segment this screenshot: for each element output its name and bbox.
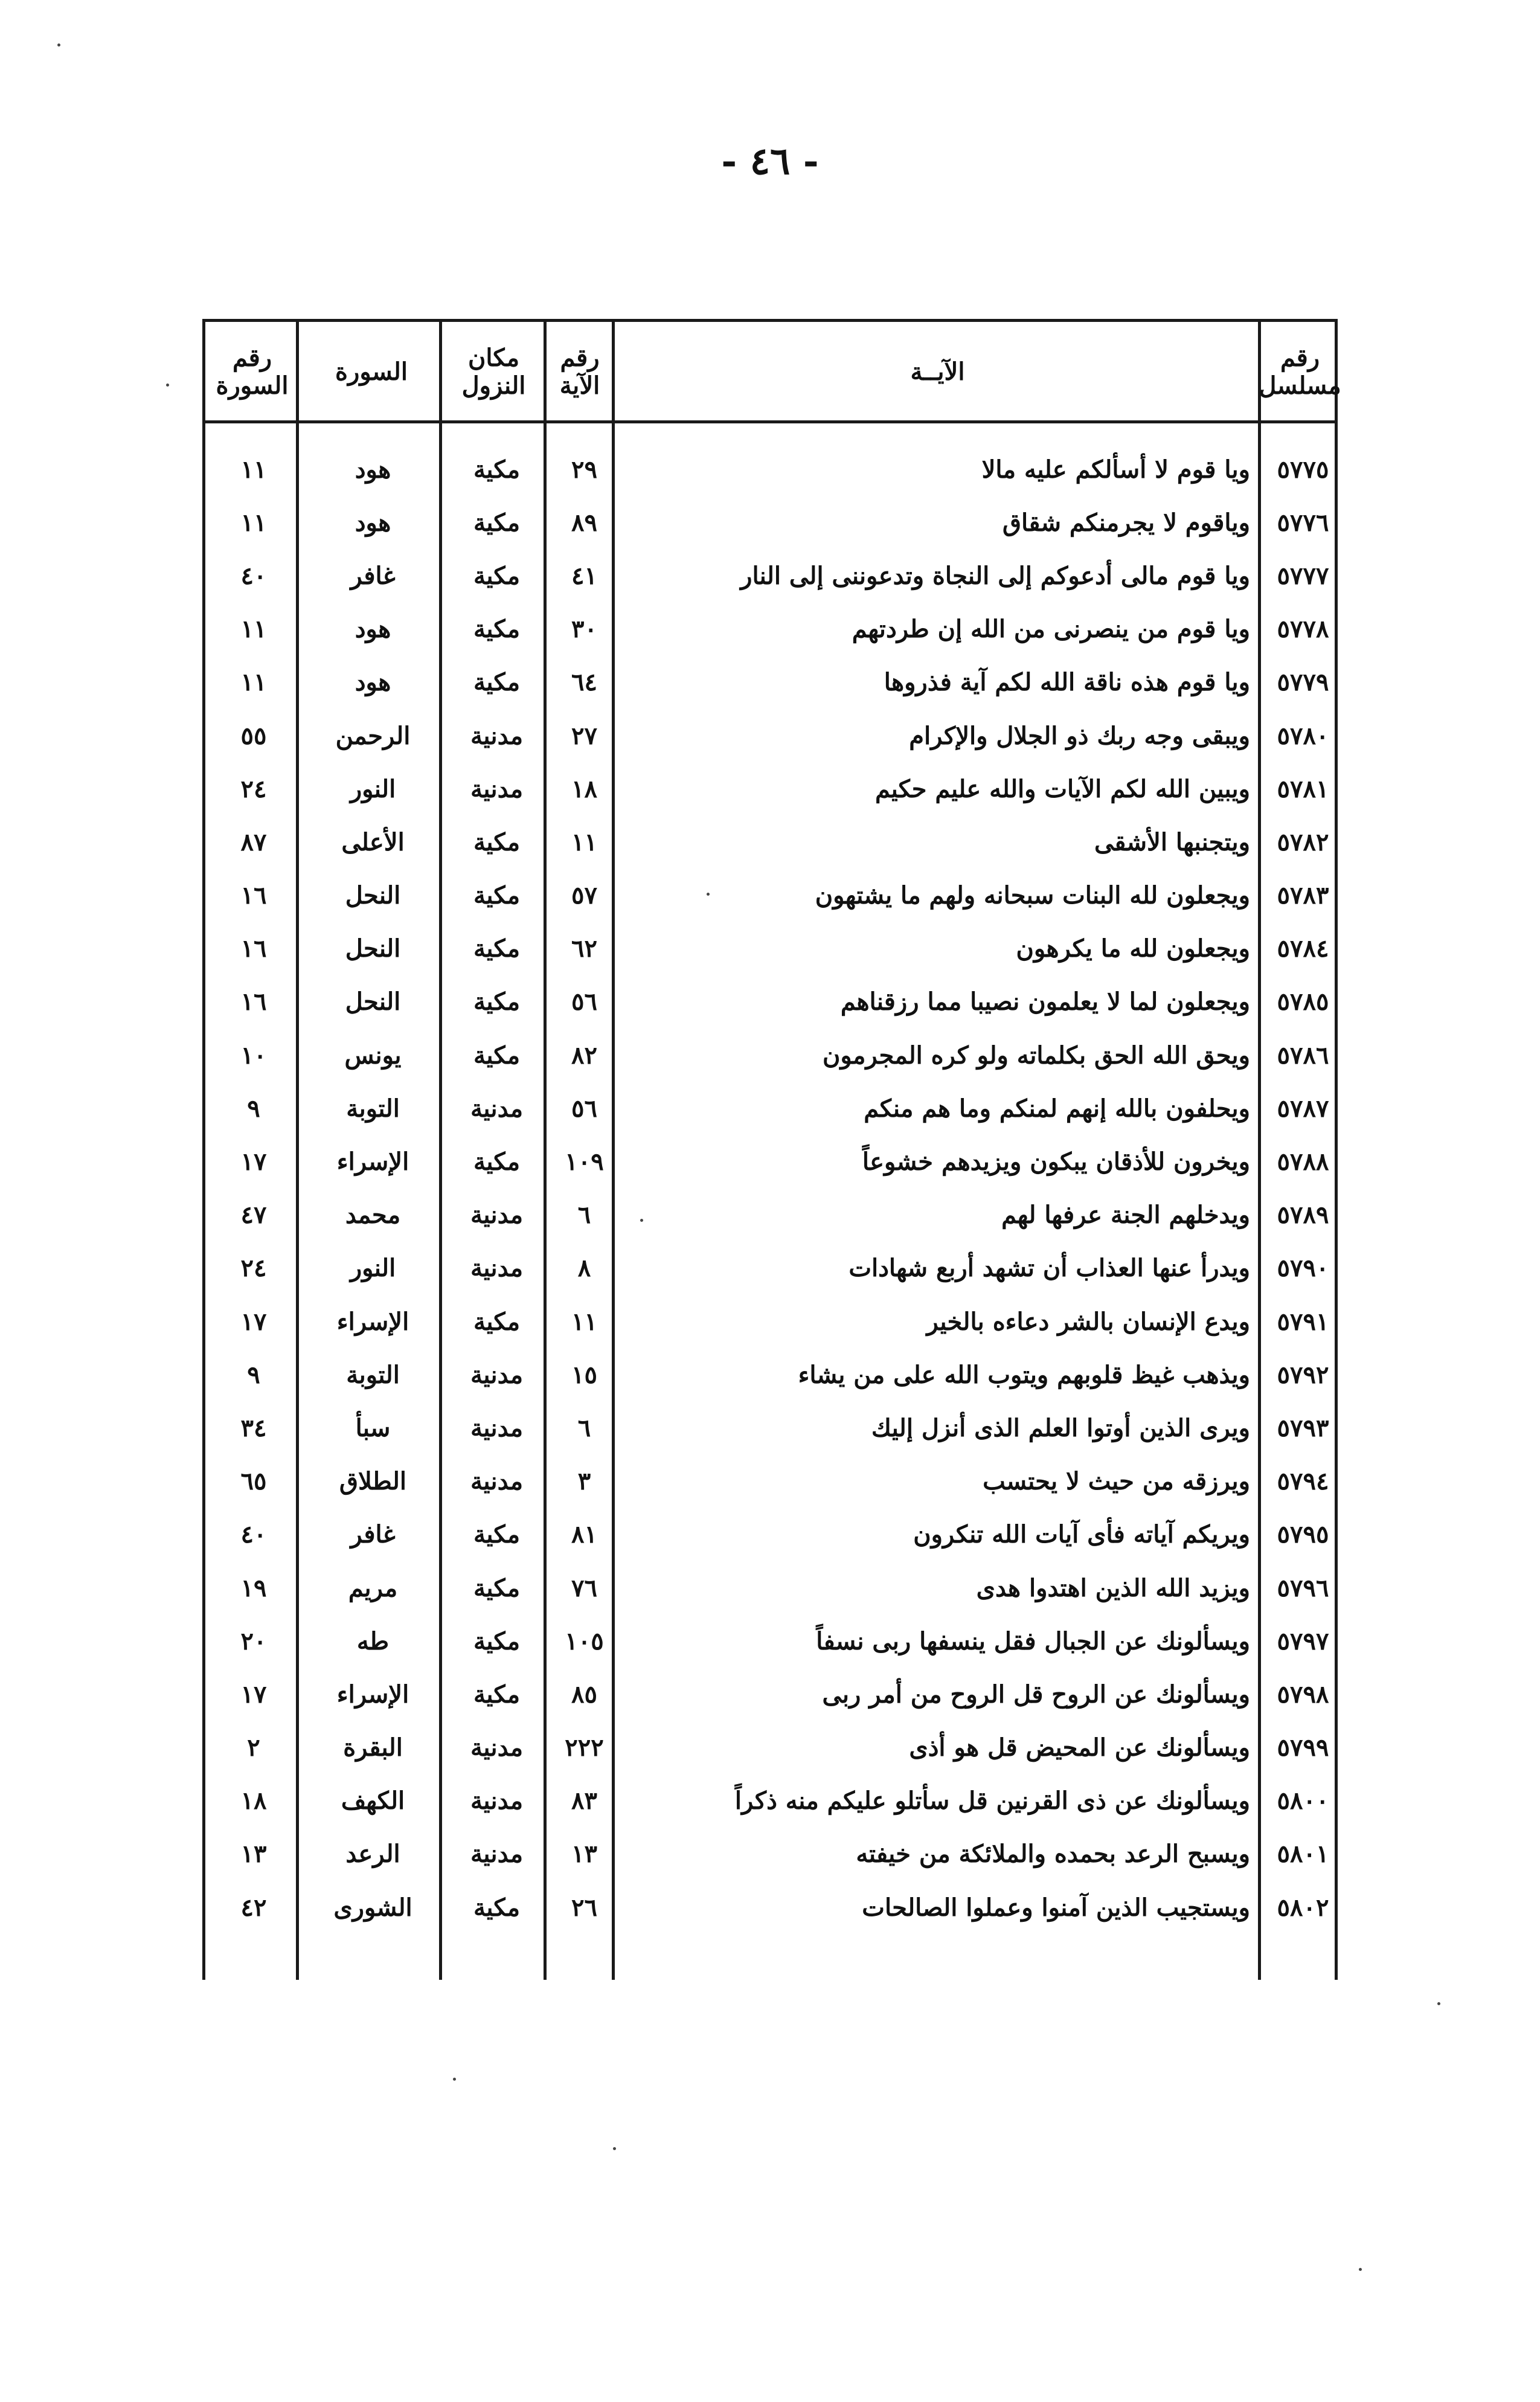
table-row	[202, 656, 1338, 709]
surah-number: ١٨	[240, 1787, 267, 1816]
revelation-place: مدنية	[470, 1840, 524, 1869]
surah-name: الإسراء	[336, 1148, 409, 1177]
verse-number: ٨٢	[571, 1041, 597, 1070]
serial-number: ٥٨٠٠	[1277, 1787, 1329, 1816]
serial-number: ٥٨٠١	[1277, 1840, 1329, 1869]
surah-name: هود	[355, 508, 391, 537]
verse-number: ١٠٩	[565, 1148, 604, 1177]
surah-name: غافر	[350, 561, 396, 590]
serial-number: ٥٧٩٢	[1277, 1360, 1329, 1389]
surah-name: هود	[355, 668, 391, 697]
surah-number: ١٦	[240, 987, 267, 1016]
surah-number: ٣٤	[240, 1413, 267, 1442]
verse-number: ٤١	[571, 561, 597, 590]
revelation-place: مكية	[473, 1041, 521, 1070]
table-row	[202, 549, 1338, 602]
verse-number: ٦	[577, 1413, 591, 1442]
table-top-rule	[202, 319, 1338, 322]
verse-text: ويدرأ عنها العذاب أن تشهد أربع شهادات	[849, 1254, 1250, 1283]
scan-speck	[613, 2147, 616, 2150]
surah-number: ٤٠	[240, 1520, 267, 1549]
revelation-place: مدنية	[470, 1787, 524, 1816]
surah-number: ٤٢	[240, 1893, 267, 1922]
revelation-place: مكية	[473, 934, 521, 963]
verse-text: ويدع الإنسان بالشر دعاءه بالخير	[926, 1307, 1250, 1336]
surah-name: غافر	[350, 1520, 396, 1549]
table-row	[202, 869, 1338, 922]
serial-number: ٥٧٨٨	[1277, 1148, 1329, 1177]
surah-number: ١١	[240, 615, 267, 644]
verse-number: ٣٠	[571, 615, 597, 644]
serial-number: ٥٧٧٨	[1277, 615, 1329, 644]
serial-number: ٥٧٩١	[1277, 1307, 1329, 1336]
verse-text: ويستجيب الذين آمنوا وعملوا الصالحات	[862, 1893, 1250, 1922]
verse-index-table	[202, 319, 1341, 1980]
serial-number: ٥٧٨٣	[1277, 881, 1329, 910]
revelation-place: مكية	[473, 881, 521, 910]
table-row	[202, 1721, 1338, 1774]
revelation-place: مدنية	[470, 721, 524, 750]
table-row	[202, 1881, 1338, 1934]
verse-text: ويسألونك عن الجبال فقل ينسفها ربى نسفاً	[816, 1626, 1250, 1655]
verse-number: ٣	[577, 1467, 591, 1496]
verse-text: ويجعلون لما لا يعلمون نصيبا مما رزقناهم	[840, 987, 1250, 1016]
verse-text: ويحق الله الحق بكلماته ولو كره المجرمون	[822, 1041, 1250, 1070]
table-header-rule	[202, 420, 1338, 423]
table-row	[202, 1295, 1338, 1348]
surah-number: ٨٧	[240, 827, 267, 856]
surah-number: ٦٥	[240, 1467, 267, 1496]
verse-number: ٢٢٢	[565, 1733, 604, 1762]
surah-name: هود	[355, 455, 391, 484]
table-row	[202, 1561, 1338, 1614]
verse-number: ٢٩	[571, 455, 597, 484]
surah-number: ١١	[240, 455, 267, 484]
verse-number: ١٨	[571, 774, 597, 803]
serial-number: ٥٧٨٩	[1277, 1201, 1329, 1230]
revelation-place: مدنية	[470, 1733, 524, 1762]
revelation-place: مكية	[473, 1893, 521, 1922]
table-row	[202, 443, 1338, 496]
page-number: - ٤٦ -	[721, 139, 819, 183]
table-row	[202, 603, 1338, 656]
table-row	[202, 1189, 1338, 1242]
verse-number: ٦٤	[571, 668, 597, 697]
surah-number: ١٧	[240, 1680, 267, 1709]
serial-number: ٥٧٧٦	[1277, 508, 1329, 537]
revelation-place: مكية	[473, 1307, 521, 1336]
surah-number: ١١	[240, 508, 267, 537]
surah-name: الرعد	[345, 1840, 400, 1869]
verse-text: ويدخلهم الجنة عرفها لهم	[1001, 1201, 1250, 1230]
verse-text: ويحلفون بالله إنهم لمنكم وما هم منكم	[864, 1094, 1250, 1123]
header-verse-number: رقم الآية	[559, 344, 600, 400]
verse-text: ويبقى وجه ربك ذو الجلال والإكرام	[909, 721, 1250, 750]
table-row	[202, 1082, 1338, 1135]
table-row	[202, 1135, 1338, 1188]
scan-speck	[707, 893, 710, 896]
surah-number: ١١	[240, 668, 267, 697]
revelation-place: مكية	[473, 1148, 521, 1177]
surah-number: ٤٧	[240, 1201, 267, 1230]
header-surah: السورة	[335, 358, 408, 386]
verse-text: ويسألونك عن المحيض قل هو أذى	[909, 1733, 1250, 1762]
surah-name: النحل	[345, 987, 401, 1016]
surah-name: الأعلى	[341, 827, 405, 856]
revelation-place: مكية	[473, 1680, 521, 1709]
serial-number: ٥٧٩٩	[1277, 1733, 1329, 1762]
table-row	[202, 922, 1338, 975]
revelation-place: مكية	[473, 987, 521, 1016]
surah-name: النور	[350, 774, 396, 803]
surah-number: ٩	[247, 1360, 260, 1389]
verse-number: ٨١	[571, 1520, 597, 1549]
verse-text: ويريكم آياته فأى آيات الله تنكرون	[913, 1520, 1250, 1549]
table-body	[202, 443, 1338, 1934]
surah-number: ١٦	[240, 881, 267, 910]
surah-name: هود	[355, 615, 391, 644]
verse-number: ٨٩	[571, 508, 597, 537]
surah-number: ٢٤	[240, 774, 267, 803]
serial-number: ٥٧٩٤	[1277, 1467, 1329, 1496]
header-surah-number: رقم السورة	[216, 344, 289, 400]
revelation-place: مكية	[473, 827, 521, 856]
table-row	[202, 709, 1338, 762]
surah-number: ١٣	[240, 1840, 267, 1869]
table-row	[202, 1774, 1338, 1828]
verse-text: ويرى الذين أوتوا العلم الذى أنزل إليك	[871, 1413, 1250, 1442]
scan-speck	[1437, 2002, 1440, 2005]
serial-number: ٥٧٨٢	[1277, 827, 1329, 856]
table-row	[202, 1668, 1338, 1721]
surah-number: ١٦	[240, 934, 267, 963]
surah-number: ١٧	[240, 1148, 267, 1177]
verse-text: ويجعلون لله البنات سبحانه ولهم ما يشتهون	[815, 881, 1250, 910]
revelation-place: مكية	[473, 508, 521, 537]
table-row	[202, 1401, 1338, 1454]
verse-text: ويسبح الرعد بحمده والملائكة من خيفته	[856, 1840, 1250, 1869]
surah-name: التوبة	[346, 1360, 400, 1389]
serial-number: ٥٧٩٥	[1277, 1520, 1329, 1549]
revelation-place: مدنية	[470, 1254, 524, 1283]
revelation-place: مدنية	[470, 1467, 524, 1496]
scan-speck	[640, 1219, 643, 1222]
header-verse: الآيــة	[910, 358, 965, 386]
verse-text: ويذهب غيظ قلوبهم ويتوب الله على من يشاء	[798, 1360, 1250, 1389]
surah-number: ٢٤	[240, 1254, 267, 1283]
scan-speck	[57, 43, 60, 47]
serial-number: ٥٧٨٧	[1277, 1094, 1329, 1123]
verse-text: ويزيد الله الذين اهتدوا هدى	[976, 1573, 1250, 1602]
surah-number: ١٠	[240, 1041, 267, 1070]
surah-number: ٢٠	[240, 1626, 267, 1655]
table-row	[202, 815, 1338, 869]
serial-number: ٥٧٧٥	[1277, 455, 1329, 484]
table-row	[202, 1828, 1338, 1881]
verse-number: ٥٦	[571, 987, 597, 1016]
verse-text: ويا قوم لا أسألكم عليه مالا	[981, 455, 1250, 484]
serial-number: ٥٧٨١	[1277, 774, 1329, 803]
table-row	[202, 1029, 1338, 1082]
surah-name: النور	[350, 1254, 396, 1283]
verse-number: ٨٣	[571, 1787, 597, 1816]
serial-number: ٥٧٧٧	[1277, 561, 1329, 590]
surah-name: النحل	[345, 934, 401, 963]
serial-number: ٥٧٩٠	[1277, 1254, 1329, 1283]
verse-text: ويخرون للأذقان يبكون ويزيدهم خشوعاً	[862, 1148, 1250, 1177]
table-row	[202, 1614, 1338, 1668]
surah-name: طه	[356, 1626, 390, 1655]
revelation-place: مدنية	[470, 1360, 524, 1389]
verse-number: ٥٦	[571, 1094, 597, 1123]
verse-number: ١١	[571, 827, 597, 856]
serial-number: ٥٧٩٨	[1277, 1680, 1329, 1709]
surah-number: ١٧	[240, 1307, 267, 1336]
verse-text: ويسألونك عن ذى القرنين قل سأتلو عليكم منه ذكراً	[734, 1787, 1250, 1816]
surah-name: سبأ	[355, 1413, 391, 1442]
surah-name: الطلاق	[339, 1467, 407, 1496]
verse-number: ٢٦	[571, 1893, 597, 1922]
revelation-place: مكية	[473, 1520, 521, 1549]
revelation-place: مكية	[473, 668, 521, 697]
surah-name: مريم	[348, 1573, 398, 1602]
surah-name: الرحمن	[335, 721, 411, 750]
table-row	[202, 1242, 1338, 1295]
surah-number: ١٩	[240, 1573, 267, 1602]
verse-number: ٦٢	[571, 934, 597, 963]
verse-text: ويجعلون لله ما يكرهون	[1016, 934, 1250, 963]
verse-number: ٢٧	[571, 721, 597, 750]
serial-number: ٥٧٩٧	[1277, 1626, 1329, 1655]
table-row	[202, 1348, 1338, 1401]
scan-speck	[1359, 2268, 1362, 2271]
table-row	[202, 762, 1338, 815]
surah-name: محمد	[345, 1201, 401, 1230]
revelation-place: مكية	[473, 1626, 521, 1655]
surah-name: يونس	[344, 1041, 402, 1070]
table-row	[202, 975, 1338, 1029]
serial-number: ٥٨٠٢	[1277, 1893, 1329, 1922]
surah-number: ٤٠	[240, 561, 267, 590]
surah-name: الشورى	[333, 1893, 412, 1922]
scan-speck	[166, 384, 169, 387]
verse-text: ويرزقه من حيث لا يحتسب	[983, 1467, 1250, 1496]
serial-number: ٥٧٨٤	[1277, 934, 1329, 963]
surah-number: ٩	[247, 1094, 260, 1123]
surah-name: الإسراء	[336, 1680, 409, 1709]
verse-text: ويا قوم مالى أدعوكم إلى النجاة وتدعوننى إلى النار	[740, 561, 1250, 590]
serial-number: ٥٧٩٦	[1277, 1573, 1329, 1602]
serial-number: ٥٧٧٩	[1277, 668, 1329, 697]
verse-number: ١٠٥	[565, 1626, 604, 1655]
serial-number: ٥٧٨٥	[1277, 987, 1329, 1016]
surah-number: ٥٥	[240, 721, 267, 750]
verse-number: ٦	[577, 1201, 591, 1230]
surah-name: التوبة	[346, 1094, 400, 1123]
header-serial: رقم مسلسل	[1259, 344, 1341, 400]
verse-number: ٨٥	[571, 1680, 597, 1709]
revelation-place: مكية	[473, 455, 521, 484]
verse-number: ١١	[571, 1307, 597, 1336]
table-row	[202, 1508, 1338, 1561]
verse-text: ويسألونك عن الروح قل الروح من أمر ربى	[822, 1680, 1250, 1709]
revelation-place: مكية	[473, 615, 521, 644]
revelation-place: مدنية	[470, 774, 524, 803]
verse-text: ويا قوم هذه ناقة الله لكم آية فذروها	[884, 668, 1250, 697]
revelation-place: مدنية	[470, 1413, 524, 1442]
verse-text: وياقوم لا يجرمنكم شقاق	[1003, 508, 1250, 537]
verse-text: ويا قوم من ينصرنى من الله إن طردتهم	[852, 615, 1250, 644]
serial-number: ٥٧٨٠	[1277, 721, 1329, 750]
scan-speck	[453, 2078, 456, 2081]
verse-text: ويبين الله لكم الآيات والله عليم حكيم	[875, 774, 1250, 803]
verse-number: ٧٦	[571, 1573, 597, 1602]
serial-number: ٥٧٨٦	[1277, 1041, 1329, 1070]
revelation-place: مدنية	[470, 1201, 524, 1230]
surah-name: الكهف	[341, 1787, 405, 1816]
surah-name: النحل	[345, 881, 401, 910]
verse-number: ٥٧	[571, 881, 597, 910]
table-row	[202, 496, 1338, 549]
table-row	[202, 1455, 1338, 1508]
serial-number: ٥٧٩٣	[1277, 1413, 1329, 1442]
verse-text: ويتجنبها الأشقى	[1094, 827, 1250, 856]
revelation-place: مدنية	[470, 1094, 524, 1123]
header-place: مكان النزول	[461, 344, 526, 400]
verse-number: ٨	[577, 1254, 591, 1283]
verse-number: ١٥	[571, 1360, 597, 1389]
table-header	[202, 324, 1341, 420]
revelation-place: مكية	[473, 1573, 521, 1602]
verse-number: ١٣	[571, 1840, 597, 1869]
revelation-place: مكية	[473, 561, 521, 590]
surah-name: البقرة	[343, 1733, 403, 1762]
surah-name: الإسراء	[336, 1307, 409, 1336]
surah-number: ٢	[247, 1733, 260, 1762]
